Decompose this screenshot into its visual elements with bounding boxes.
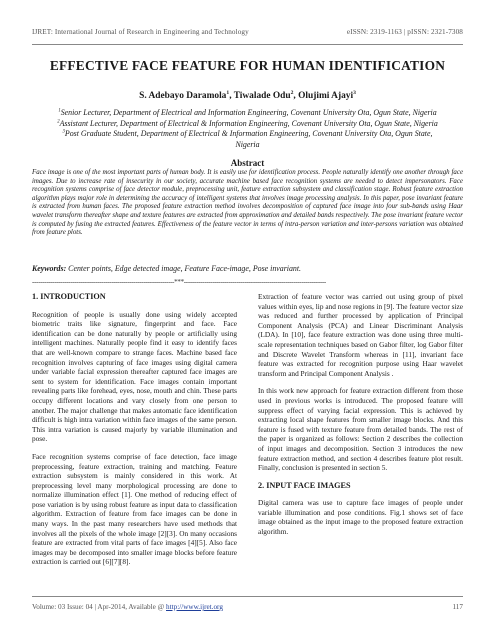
paragraph: Extraction of feature vector was carried out using group of pixel values within eyes, lip and nose regions in [9]. The feature vector size was reduced and further processed by application of Principal Component Analysis (PCA) and Linear Discriminant Analysis (LDA). In [10], face feature extraction was done using three multi-scale representation techniques based on Gabor filter, log Gabor filter and Discrete Wavelet Transform whereas in [11], invariant face feature was extracted for recognition purpose using Haar wavelet transform and Principal Component Analysis .: [258, 292, 463, 378]
affiliation-list: [32, 108, 463, 150]
running-header: [32, 28, 463, 36]
author-superscript: 3: [353, 89, 356, 96]
author-superscript: 1: [226, 89, 230, 96]
author-name: S. Adebayo Daramola: [139, 91, 227, 101]
paragraph: Recognition of people is usually done using widely accepted biometric traits like signature, fingerprint and face. Face identification can be done naturally by people or artificially using intelligent machines. Naturally people find it easy to identify faces that are well-known compare to strange faces. Machine based face recognition involves capturing of face images using digital camera under variable facial expression thereafter captured face images are sent to system for identification. Face images contain important revealing parts like forehead, eyes, nose, mouth and chin. These parts occupy different locations and vary closely from one person to another. The major challenge that makes automatic face identification difficult is high intra variation within face images of the same person. This intra variation is caused majorly by variable illumination and pose.: [32, 309, 237, 444]
abstract-text: Face image is one of the most important parts of human body. It is easily use for identification process. People naturally identify one another through face images. Due to increase rate of insecurity in our society, accurate machine based face recognition systems are needed to detect impersonators. Face recognition systems comprise of face detector module, preprocessing unit, feature extraction subsystem and classification stage. Robust feature extraction algorithm plays major role in determining the accuracy of intelligent systems that involves image processing analysis. In this paper, pose invariant feature is extracted from human faces. The proposed feature extraction method involves decomposition of captured face image into four sub-bands using Haar wavelet transform thereafter shape and texture features are extracted from approximation and detailed bands respectively. The pose invariant feature vector is computed by fusing the extracted features. Effectiveness of the feature vector in terms of intra-person variation and inter-persons variation was obtained from feature plots.: [32, 169, 463, 237]
abstract-heading: Abstract: [230, 158, 265, 168]
author-name: Tiwalade Odu: [233, 91, 291, 101]
affiliation: $^3$Post Graduate Student, Department of Electrical & Information Engineering, Covenant University Ota, Ogun State,: [62, 129, 433, 138]
volume-info: Volume: 03 Issue: 04 | Apr-2014, Available @ http://www.ijret.org: [32, 603, 223, 611]
journal-name: IJRET: International Journal of Research in Engineering and Technology: [32, 28, 249, 36]
journal-link[interactable]: http://www.ijret.org: [166, 603, 223, 611]
affiliation: $^1$Senior Lecturer, Department of Electrical and Information Engineering, Covenant University Ota, Ogun State, Nigeria: [58, 108, 437, 117]
author-list: S. Adebayo Daramola$^1$, Tiwalade Odu$^2$, Olujimi Ajayi$^3$: [139, 89, 356, 101]
right-column: [258, 292, 463, 545]
issn-info: eISSN: 2319-1163 | pISSN: 2321-7308: [346, 28, 463, 36]
footer-rule: [32, 596, 463, 597]
keywords-text: Center points, Edge detected image, Feature Face-image, Pose invariant.: [66, 264, 302, 273]
paragraph: Face recognition systems comprise of face detection, face image preprocessing, feature extraction, training and matching. Feature extraction subsystem is mainly considered in this work. At preprocessing level many morphological processing are done to normalize illumination effect [1]. One method of reducing effect of pose variation is by using robust feature as input data to classification algorithm. Extraction of feature from face images can be done in many ways. In the past many researchers have used methods that involves all the pixels of the whole image [2][3]. On many occasions feature are extracted from vital parts of face images [4][5]. Also face images may be decomposed into smaller image blocks before feature extraction is carried out [6][7][8].: [32, 451, 237, 567]
author-name: Olujimi Ajayi: [298, 91, 354, 101]
keywords-label: Keywords:: [32, 264, 67, 273]
paragraph: Digital camera was use to capture face images of people under variable illumination and pose conditions. Fig.1 shows set of face image obtained as the input image to the proposed feature extraction algorithm.: [258, 498, 463, 537]
running-footer: [32, 603, 463, 611]
affiliation: $^2$Assistant Lecturer, Department of Electrical & Information Engineering, Covenant University Ota, Ogun State, Nigeria: [57, 118, 438, 128]
keywords-line: [32, 264, 463, 273]
left-column: [32, 292, 237, 575]
paper-title: EFFECTIVE FACE FEATURE FOR HUMAN IDENTIFICATION: [49, 58, 446, 73]
affiliation: Nigeria: [235, 139, 260, 149]
author-superscript: 2: [290, 89, 294, 96]
header-rule: [32, 44, 463, 45]
section-separator: ----------------------------------------------------------------------***----------------------------------------------------------------------: [32, 278, 326, 286]
section-heading-input-face-images: 2. INPUT FACE IMAGES: [258, 480, 351, 490]
section-heading-introduction: 1. INTRODUCTION: [32, 292, 106, 301]
paragraph: In this work new approach for feature extraction different from those used in previous works is introduced. The proposed feature will suppress effect of varying facial expression. This is achieved by extracting local shape features from smaller image blocks. And this feature is fused with texture feature from detailed bands. The rest of the paper is organized as follows: Section 2 describes the collection of input images and decomposition. Section 3 introduces the new feature extraction method, and section 4 describes feature plot result. Finally, conclusion is presented in section 5.: [258, 386, 463, 473]
page-number: 117: [452, 603, 463, 611]
